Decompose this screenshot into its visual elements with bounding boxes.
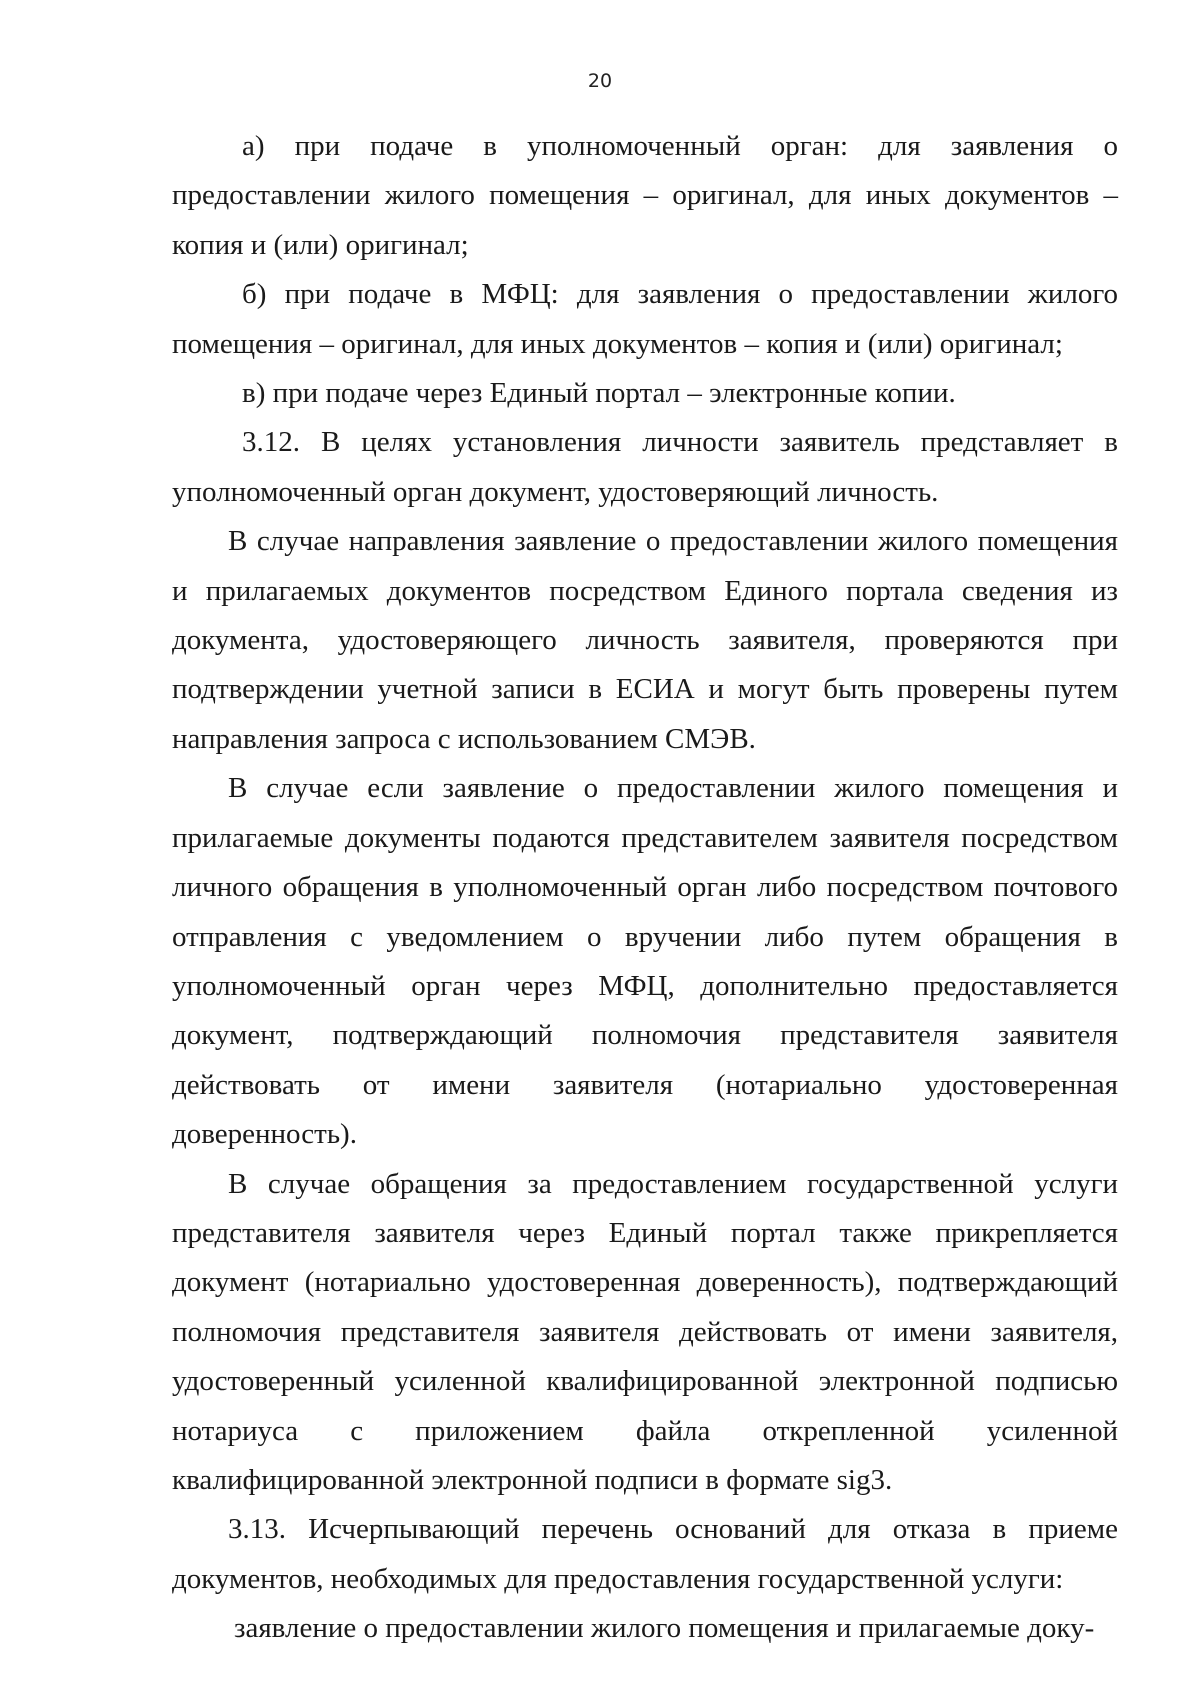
- page-number: 20: [587, 70, 613, 92]
- paragraph-3-13: 3.13. Исчерпывающий перечень оснований для отказа в приеме документов, необходимых для предоставления государственной услуги:: [172, 1513, 1118, 1595]
- paragraph-portal-representative: В случае обращения за предоставлением государственной услуги представителя заявителя через Единый портал также прикрепляется документ (нотариально удостоверенная доверенность), подтверждающий полномочия представителя заявителя действовать от имени заявителя, удостоверенный усиленной квалифицированной электронной подписью нотариуса с приложением файла открепленной усиленной квалифицированной электронной подписи в формате sig3.: [172, 1167, 1118, 1496]
- paragraph-item-a: а) при подаче в уполномоченный орган: для заявления о предоставлении жилого помещения – оригинал, для иных документов – копия и (или) оригинал;: [172, 130, 1118, 261]
- paragraph-item-c: в) при подаче через Единый портал – электронные копии.: [242, 377, 956, 410]
- paragraph-identity-portal: В случае направления заявление о предоставлении жилого помещения и прилагаемых документов посредством Единого портала сведения из документа, удостоверяющего личность заявителя, проверяются при подтверждении учетной записи в ЕСИА и могут быть проверены путем направления запроса с использованием СМЭВ.: [172, 525, 1118, 755]
- document-body: [172, 122, 1118, 1654]
- paragraph-3-12: 3.12. В целях установления личности заявитель представляет в уполномоченный орган документ, удостоверяющий личность.: [172, 426, 1118, 508]
- paragraph-representative: В случае если заявление о предоставлении жилого помещения и прилагаемые документы подаются представителем заявителя посредством личного обращения в уполномоченный орган либо посредством почтового отправления с уведомлением о вручении либо путем обращения в уполномоченный орган через МФЦ, дополнительно предоставляется документ, подтверждающий полномочия представителя заявителя действовать от имени заявителя (нотариально удостоверенная доверенность).: [172, 772, 1118, 1151]
- paragraph-item-b: б) при подаче в МФЦ: для заявления о предоставлении жилого помещения – оригинал, для иных документов – копия и (или) оригинал;: [172, 278, 1118, 360]
- paragraph-refusal-grounds: заявление о предоставлении жилого помещения и прилагаемые доку-: [234, 1612, 1095, 1645]
